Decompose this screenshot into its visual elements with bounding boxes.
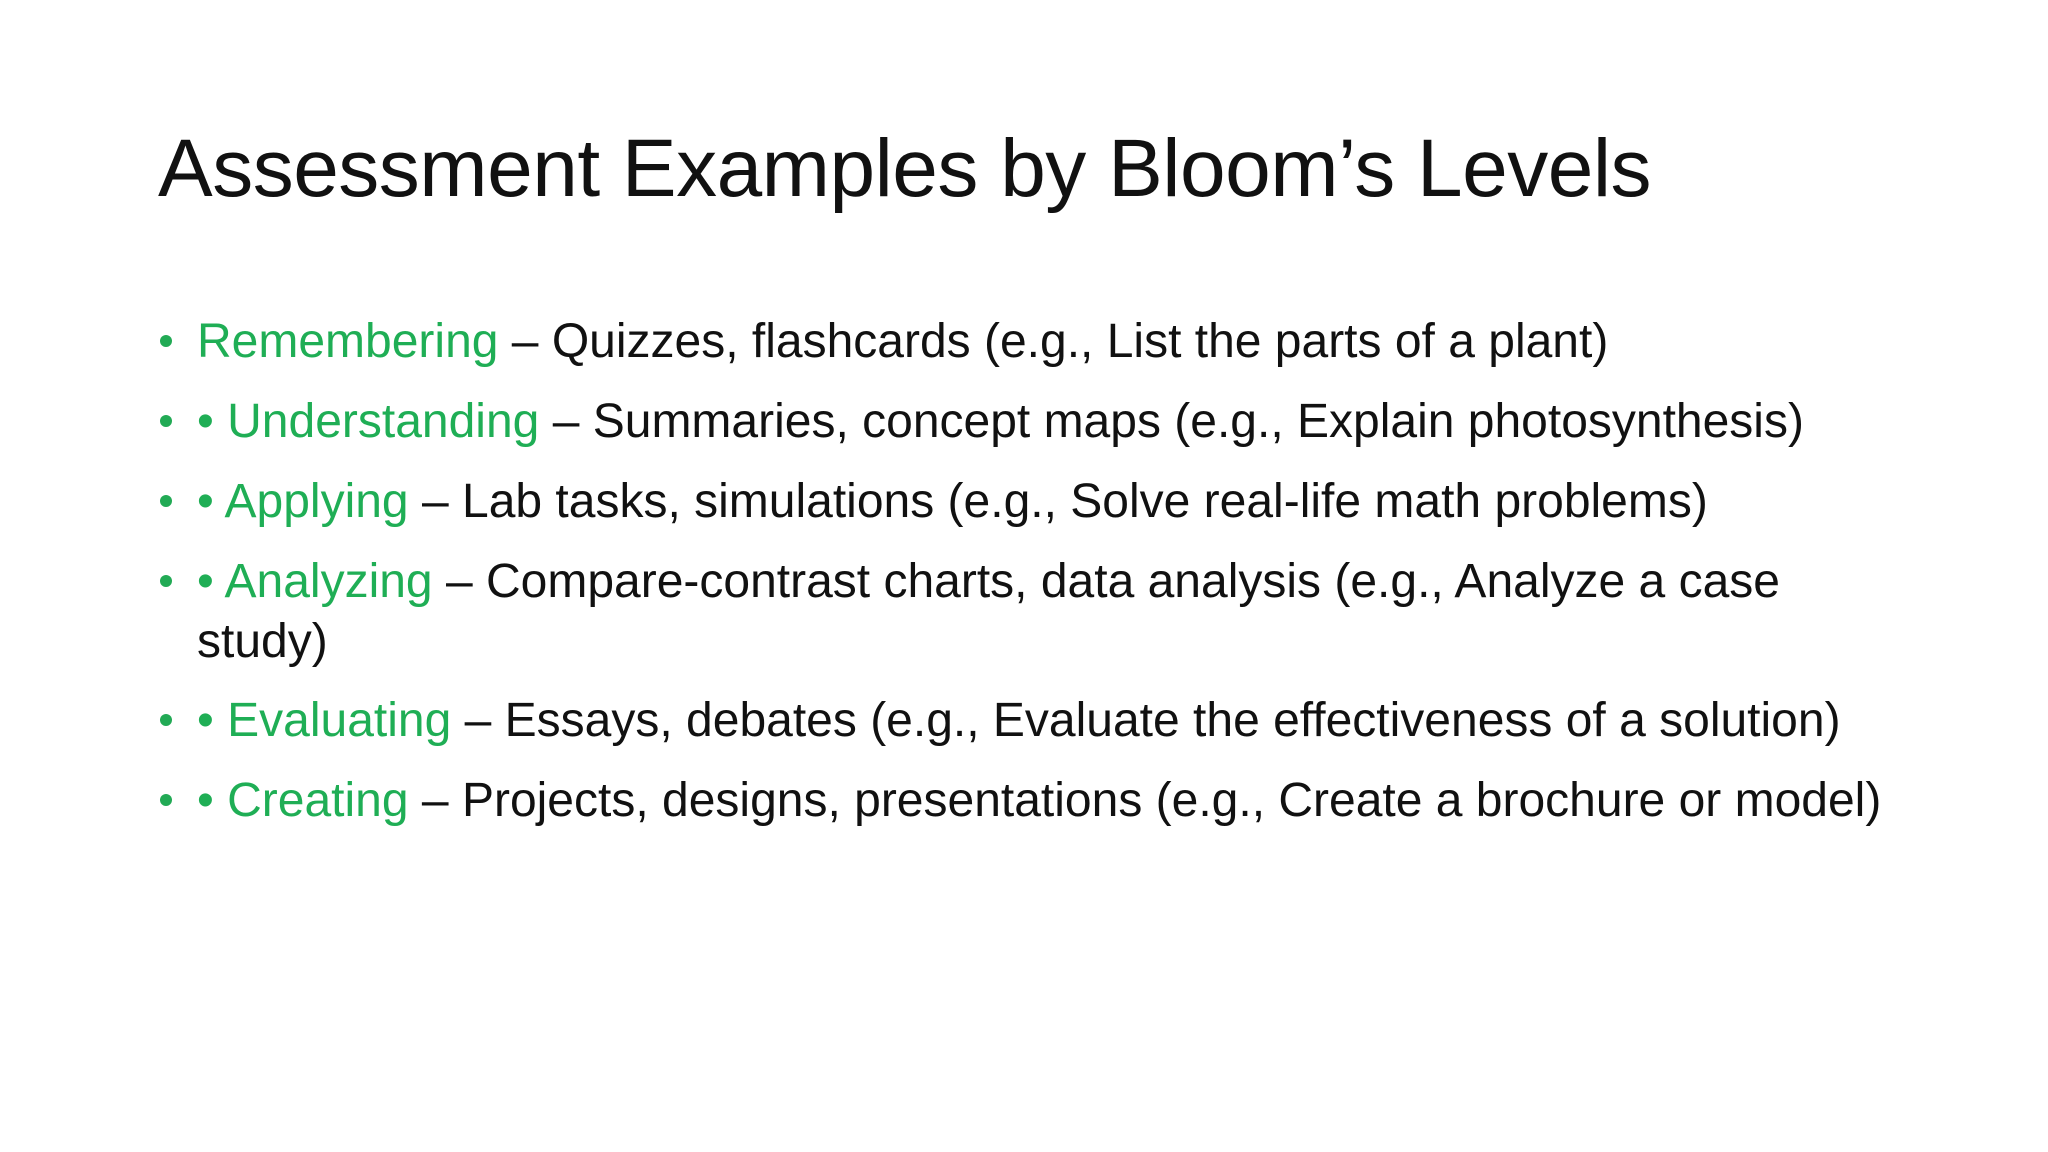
level-label: • Creating: [197, 774, 409, 827]
level-description: – Summaries, concept maps (e.g., Explain photosynthesis): [539, 395, 1804, 448]
level-label: • Evaluating: [197, 694, 452, 747]
bullet-item-creating: [160, 771, 1920, 831]
bullet-dot-icon: [160, 794, 172, 806]
bullet-item-analyzing: [160, 552, 1920, 672]
bullet-dot-icon: [160, 575, 172, 587]
level-description: – Projects, designs, presentations (e.g., Create a brochure or model): [408, 774, 1882, 827]
level-description: – Lab tasks, simulations (e.g., Solve real-life math problems): [408, 475, 1708, 528]
bullet-dot-icon: [160, 335, 172, 347]
level-label: • Understanding: [197, 395, 540, 448]
bullet-item-understanding: [160, 392, 1920, 452]
bullet-item-applying: [160, 472, 1920, 532]
bullet-item-remembering: [160, 312, 1920, 372]
bullet-dot-icon: [160, 415, 172, 427]
level-description: – Essays, debates (e.g., Evaluate the effectiveness of a solution): [451, 694, 1841, 747]
level-description: – Compare-contrast charts, data analysis (e.g., Analyze a case study): [197, 555, 1780, 668]
level-description: – Quizzes, flashcards (e.g., List the parts of a plant): [498, 315, 1609, 368]
level-label: Remembering: [197, 315, 499, 368]
bullet-item-evaluating: [160, 691, 1920, 751]
bullet-dot-icon: [160, 714, 172, 726]
slide-title: Assessment Examples by Bloom’s Levels: [158, 123, 1652, 214]
level-label: • Analyzing: [197, 555, 433, 608]
level-label: • Applying: [197, 475, 409, 528]
bullet-dot-icon: [160, 495, 172, 507]
bullet-list: [160, 312, 1920, 851]
